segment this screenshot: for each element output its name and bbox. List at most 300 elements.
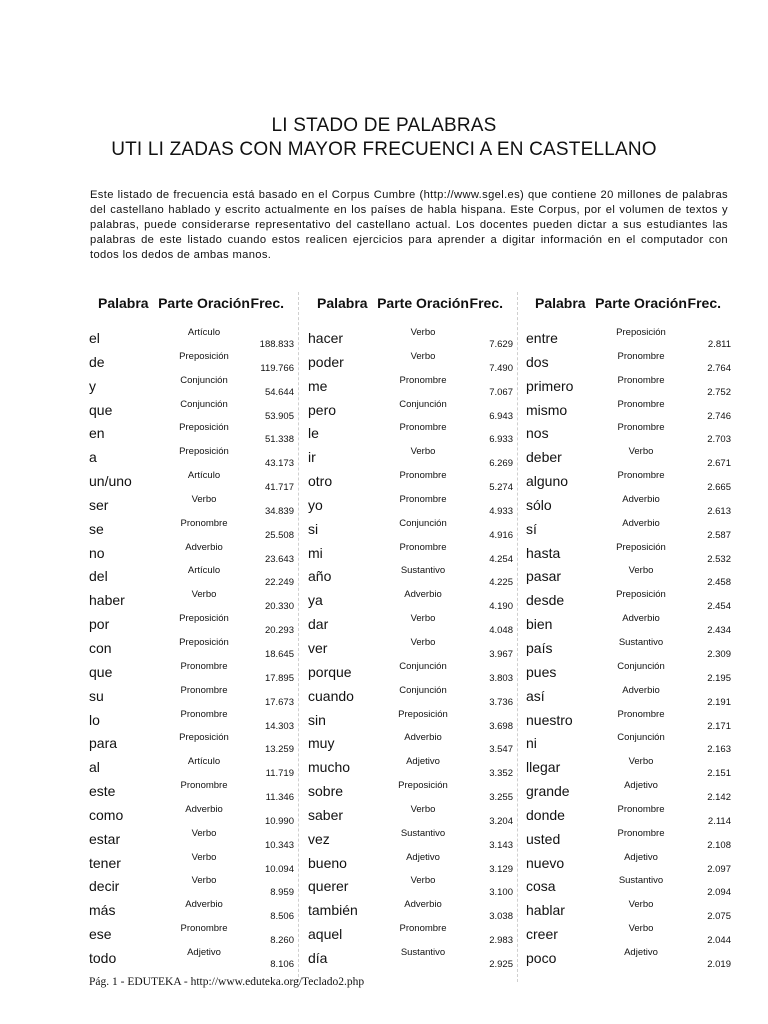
word: mi [308,544,323,561]
frequency: 4.190 [489,601,513,613]
frequency: 4.225 [489,577,513,589]
part-of-speech: Verbo [410,636,436,648]
frequency: 8.260 [270,935,294,947]
word: por [89,616,110,633]
word: lo [89,711,100,728]
word: querer [308,878,349,895]
part-of-speech: Pronombre [180,684,228,696]
word: saber [308,806,344,823]
frequency: 2.163 [707,744,731,756]
frequency: 2.094 [707,887,731,899]
part-of-speech: Preposición [616,327,666,338]
part-of-speech: Pronombre [180,923,228,935]
word-row [525,517,731,544]
word-column-3 [525,295,731,975]
word-row [307,877,513,901]
header-frecuencia: Frec. [687,295,721,311]
word: día [308,949,328,966]
part-of-speech: Verbo [191,493,217,505]
part-of-speech: Adjetivo [406,756,440,768]
frequency: 3.698 [489,720,513,732]
word: ese [89,926,112,943]
part-of-speech: Conjunción [180,398,228,410]
frequency: 2.764 [707,362,731,374]
frequency: 2.434 [707,625,731,637]
word: le [308,425,319,442]
word-row [88,448,294,472]
word: si [308,520,319,537]
frequency: 2.309 [707,648,731,660]
frequency: 17.673 [264,696,294,708]
frequency: 8.959 [270,887,294,899]
word-row [88,782,294,806]
part-of-speech: Verbo [191,875,217,887]
word: no [89,544,105,561]
frequency: 13.259 [264,744,294,756]
frequency: 2.458 [707,577,731,589]
frequency: 2.703 [707,434,731,446]
part-of-speech: Adjetivo [624,946,658,958]
word: cosa [526,878,556,895]
word-row [525,684,731,711]
part-of-speech: Verbo [191,827,217,839]
word-row [525,827,731,854]
header-palabra: Palabra [98,295,149,311]
word-row [525,424,731,448]
frequency: 2.171 [707,720,731,732]
word-row [525,708,731,735]
part-of-speech: Conjunción [399,398,447,410]
word-row [525,472,731,496]
word-row [88,946,294,973]
word-row [307,329,513,353]
frequency: 2.195 [707,672,731,684]
word: grande [526,783,570,800]
part-of-speech: Verbo [628,923,654,935]
word-row [525,946,731,973]
word-row [88,329,294,353]
part-of-speech: Sustantivo [400,946,446,958]
word: otro [308,473,333,490]
word: así [526,687,545,704]
frequency: 2.587 [707,529,731,541]
frequency: 3.352 [489,768,513,780]
word: primero [526,377,574,394]
part-of-speech: Pronombre [180,517,228,529]
word: ser [89,496,109,513]
word: dar [308,616,329,633]
word: este [89,783,116,800]
word: haber [89,592,125,609]
word: sin [308,711,326,728]
word: todo [89,949,117,966]
column-header [307,295,513,331]
frequency: 53.905 [264,410,294,422]
word: de [89,353,105,370]
word-row [88,734,294,758]
word: usted [526,830,561,847]
frequency: 54.644 [264,386,294,398]
word: pasar [526,568,562,585]
part-of-speech: Sustantivo [618,636,664,648]
word: dos [526,353,549,370]
part-of-speech: Preposición [398,708,448,720]
word-row [525,493,731,520]
part-of-speech: Adverbio [622,517,660,529]
word: ya [308,592,323,609]
word-row [307,448,513,472]
word: también [308,902,358,919]
part-of-speech: Conjunción [399,660,447,672]
frequency: 10.094 [264,863,294,875]
word-row [88,925,294,949]
part-of-speech: Adverbio [185,803,223,815]
word-row [307,734,513,758]
frequency: 41.717 [264,482,294,494]
word: poco [526,949,557,966]
word-row [307,925,513,949]
word: en [89,425,105,442]
part-of-speech: Adverbio [404,589,442,601]
frequency: 22.249 [264,577,294,589]
word-row [307,708,513,735]
word-row [88,398,294,425]
frequency: 14.303 [264,720,294,732]
part-of-speech: Adverbio [404,732,442,744]
column-header [88,295,294,331]
word-row [307,398,513,425]
frequency: 6.933 [489,434,513,446]
header-frecuencia: Frec. [469,295,503,311]
word-row [525,448,731,472]
frequency: 10.343 [264,839,294,851]
word-row [307,758,513,782]
part-of-speech: Adverbio [622,684,660,696]
frequency: 5.274 [489,482,513,494]
part-of-speech: Preposición [179,446,229,458]
part-of-speech: Pronombre [617,422,665,434]
word-row [307,374,513,401]
word: bien [526,616,553,633]
word: poder [308,353,344,370]
frequency: 2.191 [707,696,731,708]
part-of-speech: Verbo [410,803,436,815]
frequency: 18.645 [264,648,294,660]
column-divider [298,292,299,982]
frequency: 2.752 [707,386,731,398]
frequency: 2.142 [707,792,731,804]
word-row [307,660,513,687]
word: para [89,735,118,752]
frequency: 2.108 [707,839,731,851]
word-row [525,374,731,401]
word-row [307,493,513,520]
word-row [88,591,294,615]
frequency: 2.114 [707,815,731,827]
header-frecuencia: Frec. [250,295,284,311]
word: hasta [526,544,561,561]
frequency: 23.643 [264,553,294,565]
word: año [308,568,332,585]
part-of-speech: Preposición [179,613,229,625]
title-line-1: LI STADO DE PALABRAS [271,115,497,136]
frequency: 2.075 [707,911,731,923]
word-row [525,329,731,353]
word: muy [308,735,335,752]
word: hablar [526,902,565,919]
frequency: 8.106 [270,958,294,970]
part-of-speech: Verbo [410,350,436,362]
header-parte-oracion: Parte Oración [158,295,250,311]
frequency: 11.346 [265,792,294,804]
word: entre [526,330,558,346]
part-of-speech: Pronombre [617,350,665,362]
word-row [307,851,513,878]
word-row [525,782,731,806]
word: vez [308,830,330,847]
word: del [89,568,108,585]
word-row [525,350,731,377]
part-of-speech: Pronombre [399,541,447,553]
word-row [88,877,294,901]
part-of-speech: Preposición [179,350,229,362]
word-row [307,517,513,544]
word-row [88,493,294,520]
part-of-speech: Preposición [179,636,229,648]
word-column-1 [88,295,294,975]
frequency: 2.983 [489,935,513,947]
frequency: 4.916 [489,529,513,541]
word-row [88,350,294,377]
column-header [525,295,731,331]
frequency: 8.506 [270,911,294,923]
word: aquel [308,926,343,943]
word: deber [526,449,562,466]
part-of-speech: Verbo [410,613,436,625]
word-row [88,901,294,925]
word-row [525,541,731,568]
word-row [525,567,731,591]
word: sólo [526,496,552,513]
part-of-speech: Pronombre [399,374,447,386]
word-row [88,374,294,401]
part-of-speech: Adverbio [622,493,660,505]
part-of-speech: Adverbio [622,613,660,625]
part-of-speech: Sustantivo [400,565,446,577]
part-of-speech: Pronombre [617,827,665,839]
word: sí [526,520,537,537]
part-of-speech: Adverbio [404,899,442,911]
frequency: 6.269 [489,458,513,470]
word: mucho [308,759,351,776]
intro-paragraph: Este listado de frecuencia está basado en el Corpus Cumbre (http://www.sgel.es) que contiene 20 millones de palabras del castellano hablado y escrito actualmente en los países de habla hispana. Este Corpus, por el volumen de textos y palabras, puede considerarse representativo del castellano actual. Los docentes pueden dictar a sus estudiantes las palabras de este listado cuando estos realicen ejercicios para aprender a digitar información en el computador con todos los dedos de ambas manos. [90,189,728,261]
word-row [307,901,513,925]
header-parte-oracion: Parte Oración [595,295,687,311]
word: al [89,759,100,776]
frequency: 2.671 [707,458,731,470]
frequency: 43.173 [264,458,294,470]
part-of-speech: Adjetivo [624,851,658,863]
frequency: 17.895 [264,672,294,684]
frequency: 4.048 [489,625,513,637]
word-row [525,636,731,663]
word-row [525,591,731,615]
word: donde [526,806,565,823]
word: que [89,663,113,680]
part-of-speech: Conjunción [399,517,447,529]
frequency: 7.629 [489,339,513,350]
word-row [88,660,294,687]
word-row [88,803,294,830]
word-row [307,782,513,806]
word: hacer [308,330,344,346]
word: llegar [526,759,561,776]
word: más [89,902,116,919]
word: alguno [526,473,569,490]
word-row [525,877,731,901]
frequency: 2.454 [707,601,731,613]
frequency: 2.151 [707,768,731,780]
frequency: 2.746 [707,410,731,422]
word: país [526,639,553,656]
word-row [88,472,294,496]
word-row [525,734,731,758]
word-row [88,851,294,878]
frequency: 3.736 [489,696,513,708]
frequency: 11.719 [265,768,294,780]
part-of-speech: Pronombre [617,470,665,482]
frequency: 4.933 [489,505,513,517]
frequency: 10.990 [264,815,294,827]
part-of-speech: Verbo [628,446,654,458]
word: desde [526,592,565,609]
frequency: 7.067 [489,386,513,398]
word-row [307,636,513,663]
part-of-speech: Artículo [187,470,221,482]
word: su [89,687,104,704]
frequency: 51.338 [264,434,294,446]
word-row [525,925,731,949]
part-of-speech: Preposición [179,732,229,744]
word-row [88,636,294,663]
word: como [89,806,124,823]
part-of-speech: Pronombre [617,374,665,386]
part-of-speech: Verbo [410,875,436,887]
word: nuevo [526,854,565,871]
word-row [525,803,731,830]
frequency: 4.254 [489,553,513,565]
word-row [525,851,731,878]
part-of-speech: Adverbio [185,899,223,911]
word: estar [89,830,121,847]
word: que [89,401,113,418]
word-row [88,758,294,782]
frequency: 3.100 [489,887,513,899]
column-divider [517,292,518,982]
word-row [88,615,294,639]
part-of-speech: Verbo [628,756,654,768]
part-of-speech: Artículo [187,565,221,577]
part-of-speech: Sustantivo [400,827,446,839]
word-row [88,827,294,854]
part-of-speech: Conjunción [617,732,665,744]
part-of-speech: Sustantivo [618,875,664,887]
frequency: 2.925 [489,958,513,970]
word-row [525,758,731,782]
part-of-speech: Verbo [410,327,436,338]
word-row [307,541,513,568]
word: ir [308,449,316,466]
part-of-speech: Pronombre [399,470,447,482]
word: pues [526,663,557,680]
frequency: 2.613 [707,505,731,517]
frequency: 2.097 [707,863,731,875]
word-row [88,541,294,568]
word-row [88,684,294,711]
part-of-speech: Preposición [616,589,666,601]
frequency: 3.038 [489,911,513,923]
word-row [525,398,731,425]
part-of-speech: Pronombre [399,923,447,935]
word-row [88,424,294,448]
word: creer [526,926,558,943]
frequency: 3.803 [489,672,513,684]
word: sobre [308,783,344,800]
word-row [525,901,731,925]
page-footer: Pág. 1 - EDUTEKA - http://www.eduteka.org/Teclado2.php [89,976,365,988]
header-parte-oracion: Parte Oración [377,295,469,311]
word-row [525,660,731,687]
word: mismo [526,401,568,418]
frequency: 2.532 [707,553,731,565]
word-row [307,567,513,591]
word: decir [89,878,120,895]
frequency: 3.143 [489,839,513,851]
word: nuestro [526,711,573,728]
word: se [89,520,104,537]
part-of-speech: Preposición [398,780,448,792]
part-of-speech: Verbo [628,899,654,911]
word-row [307,827,513,854]
part-of-speech: Artículo [187,756,221,768]
part-of-speech: Verbo [410,446,436,458]
word: a [89,449,97,466]
part-of-speech: Pronombre [180,708,228,720]
word-row [307,803,513,830]
part-of-speech: Preposición [179,422,229,434]
word-row [307,424,513,448]
part-of-speech: Adjetivo [624,780,658,792]
frequency: 2.044 [707,935,731,947]
frequency: 2.665 [707,482,731,494]
part-of-speech: Preposición [616,541,666,553]
part-of-speech: Conjunción [617,660,665,672]
word-row [307,615,513,639]
word-row [307,591,513,615]
word-row [307,350,513,377]
word: ver [308,639,328,656]
frequency: 3.967 [489,648,513,660]
frequency: 6.943 [489,410,513,422]
frequency: 3.547 [489,744,513,756]
header-palabra: Palabra [317,295,368,311]
word: el [89,330,100,346]
frequency: 7.490 [489,362,513,374]
word: ni [526,735,537,752]
frequency: 20.293 [264,625,294,637]
frequency: 188.833 [259,339,294,350]
word-row [88,517,294,544]
